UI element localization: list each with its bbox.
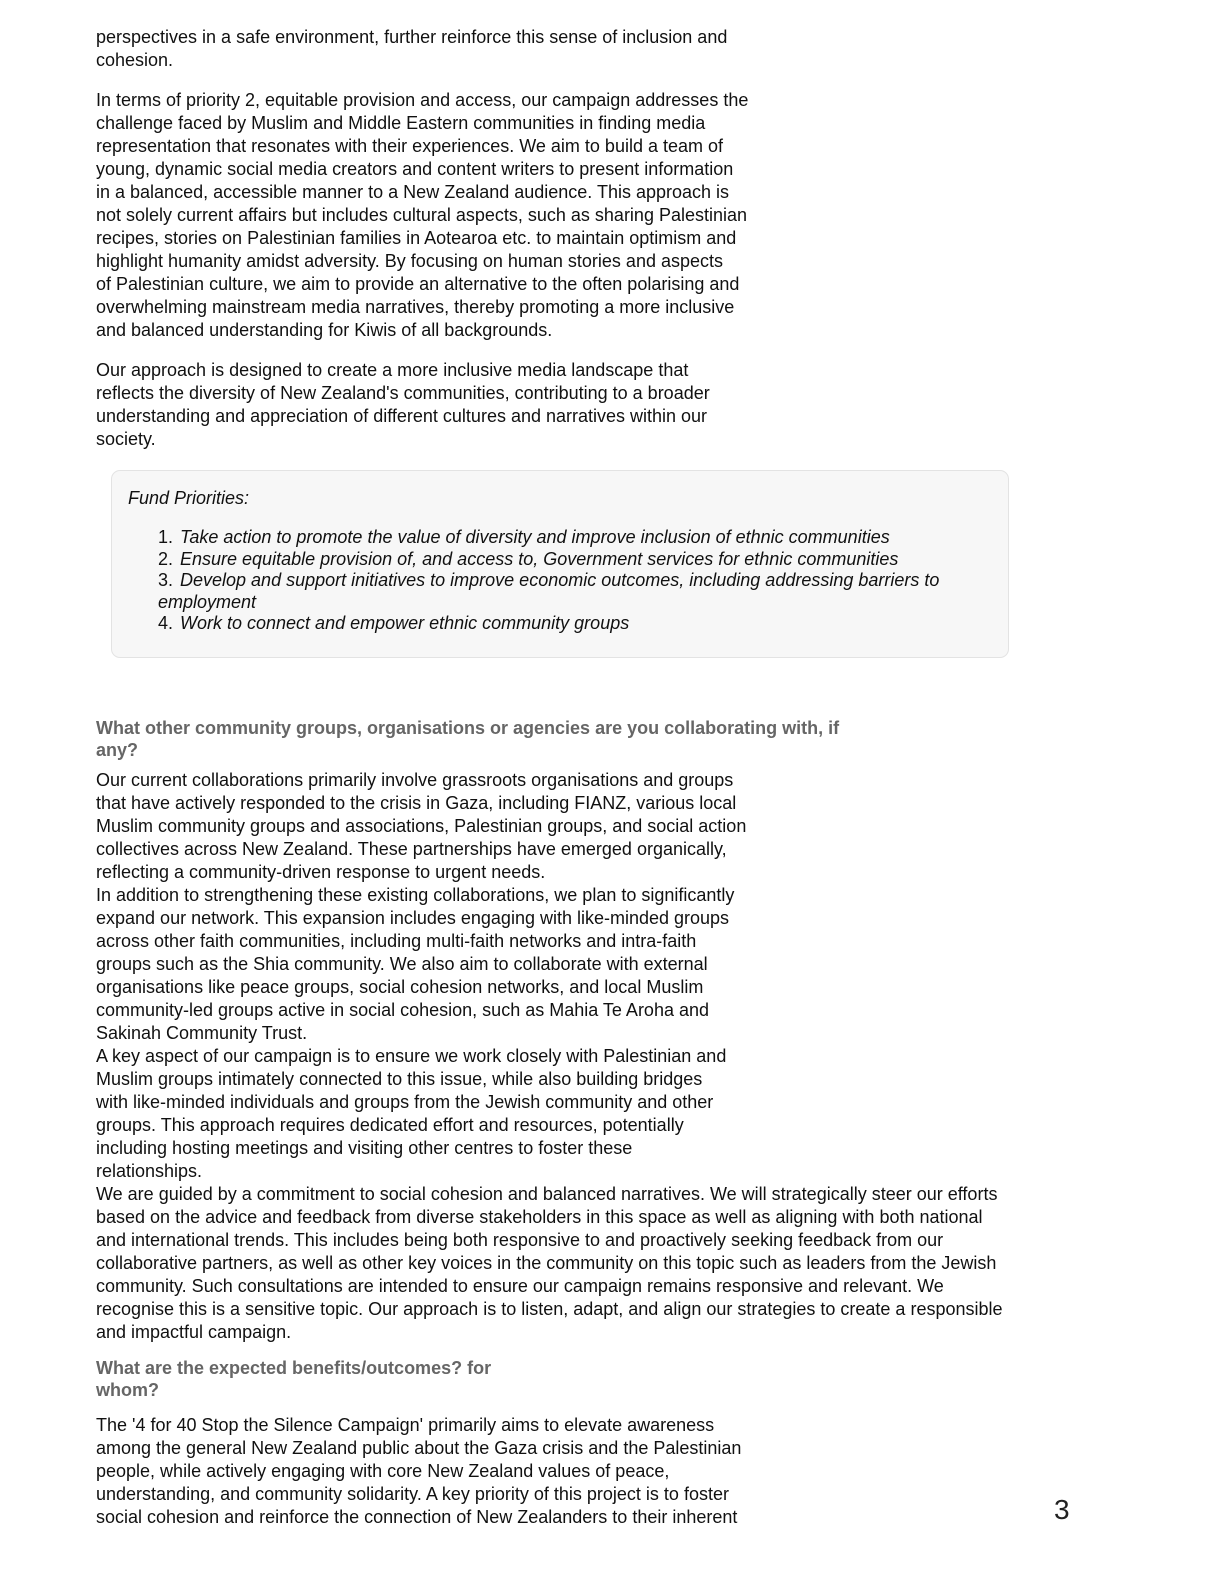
fund-priority-item [158,527,988,549]
question-line: What other community groups, organisations or agencies are you collaborating with, if [96,718,840,738]
text-line: recognise this is a sensitive topic. Our approach is to listen, adapt, and align our strategies to create a responsible [96,1299,1003,1319]
fund-priorities-box [111,470,1009,658]
list-number: 1. [158,527,174,547]
text-line: reflecting a community-driven response to urgent needs. [96,862,546,882]
text-line: and balanced understanding for Kiwis of all backgrounds. [96,320,553,340]
text-line: The '4 for 40 Stop the Silence Campaign' primarily aims to elevate awareness [96,1415,715,1435]
list-text: Develop and support initiatives to improve economic outcomes, including addressing barriers to [180,570,940,590]
text-line: among the general New Zealand public about the Gaza crisis and the Palestinian [96,1438,742,1458]
text-line: relationships. [96,1161,203,1181]
collab-answer [96,769,1036,1344]
collab-question [96,717,1036,761]
text-line: organisations like peace groups, social cohesion networks, and local Muslim [96,977,704,997]
question-line: any? [96,740,139,760]
text-line: understanding, and community solidarity. A key priority of this project is to foster [96,1484,729,1504]
text-line: community. Such consultations are intended to ensure our campaign remains responsive and relevant. We [96,1276,944,1296]
fund-priority-item [158,549,988,571]
text-line: groups such as the Shia community. We also aim to collaborate with external [96,954,708,974]
list-text: Ensure equitable provision of, and access to, Government services for ethnic communities [180,548,899,569]
text-line: society. [96,429,156,449]
text-line: A key aspect of our campaign is to ensure we work closely with Palestinian and [96,1046,727,1066]
text-line: representation that resonates with their experiences. We aim to build a team of [96,136,724,156]
text-line: perspectives in a safe environment, further reinforce this sense of inclusion and [96,27,728,47]
text-line: and international trends. This includes being both responsive to and proactively seeking feedback from our [96,1230,944,1250]
fund-priorities-title: Fund Priorities: [128,488,250,508]
fund-priorities-list [158,527,988,635]
collab-section [96,717,1036,1344]
list-text: Work to connect and empower ethnic community groups [180,613,630,633]
text-line: reflects the diversity of New Zealand's communities, contributing to a broader [96,383,710,403]
text-line: and impactful campaign. [96,1322,292,1342]
list-text: Take action to promote the value of diversity and improve inclusion of ethnic communities [180,527,890,547]
text-line: young, dynamic social media creators and content writers to present information [96,159,734,179]
text-line: social cohesion and reinforce the connection of New Zealanders to their inherent [96,1507,738,1527]
approach-paragraph [96,359,1036,451]
text-line: of Palestinian culture, we aim to provide an alternative to the often polarising and [96,274,740,294]
text-line: Our approach is designed to create a more inclusive media landscape that [96,360,689,380]
text-line: including hosting meetings and visiting other centres to foster these [96,1138,633,1158]
text-line: groups. This approach requires dedicated effort and resources, potentially [96,1115,684,1135]
document-body [96,26,1036,468]
text-line: in a balanced, accessible manner to a New Zealand audience. This approach is [96,182,730,202]
text-line: expand our network. This expansion includes engaging with like-minded groups [96,908,730,928]
text-line: collaborative partners, as well as other key voices in the community on this topic such as leaders from the Jewish [96,1253,997,1273]
list-number: 2. [158,548,174,569]
text-line: In addition to strengthening these existing collaborations, we plan to significantly [96,885,735,905]
fund-priority-item [158,570,988,613]
text-line: highlight humanity amidst adversity. By focusing on human stories and aspects [96,251,723,271]
text-line: collectives across New Zealand. These partnerships have emerged organically, [96,839,727,859]
text-line: In terms of priority 2, equitable provision and access, our campaign addresses the [96,90,749,110]
text-line: based on the advice and feedback from diverse stakeholders in this space as well as aligning with both national [96,1207,983,1227]
text-line: We are guided by a commitment to social cohesion and balanced narratives. We will strategically steer our efforts [96,1184,998,1204]
text-line: recipes, stories on Palestinian families in Aotearoa etc. to maintain optimism and [96,228,737,248]
list-number: 4. [158,613,174,633]
priority2-paragraph [96,89,1036,342]
question-line: What are the expected benefits/outcomes? for [96,1358,492,1378]
question-line: whom? [96,1380,159,1400]
text-line: Muslim groups intimately connected to this issue, while also building bridges [96,1069,703,1089]
text-line: understanding and appreciation of different cultures and narratives within our [96,406,708,426]
text-line: Our current collaborations primarily involve grassroots organisations and groups [96,770,734,790]
text-line: across other faith communities, including multi-faith networks and intra-faith [96,931,697,951]
text-line: with like-minded individuals and groups from the Jewish community and other [96,1092,714,1112]
benefits-question [96,1357,1036,1401]
text-line: cohesion. [96,50,174,70]
intro-fragment [96,26,1036,72]
text-line: challenge faced by Muslim and Middle Eastern communities in finding media [96,113,706,133]
page-number: 3 [1054,1494,1070,1525]
list-text-continuation: employment [158,591,257,612]
text-line: overwhelming mainstream media narratives, thereby promoting a more inclusive [96,297,735,317]
text-line: community-led groups active in social cohesion, such as Mahia Te Aroha and [96,1000,710,1020]
fund-priority-item [158,613,988,635]
text-line: that have actively responded to the crisis in Gaza, including FIANZ, various local [96,793,737,813]
benefits-answer [96,1414,1036,1529]
text-line: people, while actively engaging with core New Zealand values of peace, [96,1461,670,1481]
benefits-section [96,1357,1036,1529]
list-number: 3. [158,570,174,590]
text-line: Muslim community groups and associations, Palestinian groups, and social action [96,816,747,836]
text-line: Sakinah Community Trust. [96,1023,308,1043]
text-line: not solely current affairs but includes cultural aspects, such as sharing Palestinian [96,205,748,225]
